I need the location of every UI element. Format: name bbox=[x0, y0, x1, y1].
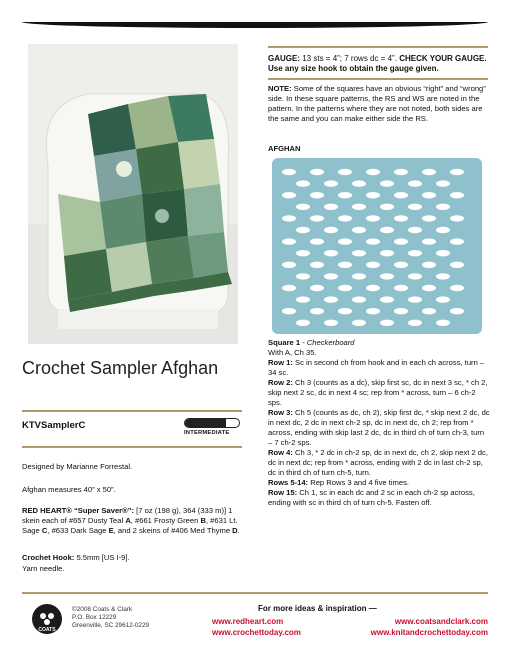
swatch-hole bbox=[450, 308, 464, 314]
swatch-hole bbox=[352, 273, 366, 279]
more-ideas: For more ideas & inspiration — bbox=[258, 604, 377, 613]
row-text: Ch 5 (counts as dc, ch 2), skip first dc, * skip next 2 dc, dc in next dc, 2 dc in next ch-2 sp, dc in next dc, ch 2; rep from * across, ending with skip last 2 dc, dc in third ch of turn ch-3, turn – 7 ch-2 sps. bbox=[268, 408, 490, 447]
hook-label: Crochet Hook: bbox=[22, 553, 75, 562]
footer-rule bbox=[22, 592, 488, 594]
swatch-hole bbox=[338, 308, 352, 314]
materials-text: , #661 Frosty Green bbox=[130, 516, 199, 525]
color-code: B bbox=[200, 516, 206, 525]
title-rule bbox=[22, 410, 242, 412]
swatch-hole bbox=[408, 320, 422, 326]
swatch-hole bbox=[324, 204, 338, 210]
link-row bbox=[212, 627, 488, 638]
swatch-hole bbox=[310, 285, 324, 291]
swatch-hole bbox=[450, 192, 464, 198]
swatch-hole bbox=[282, 215, 296, 221]
afghan-photo bbox=[28, 44, 238, 344]
needle-info: Yarn needle. bbox=[22, 564, 65, 573]
row-instruction bbox=[268, 488, 490, 508]
row-text: Ch 3, * 2 dc in ch-2 sp, dc in next dc, ch 2, skip next 2 dc, dc in next dc; rep from * across, ending with 2 dc in last ch-2 sp, dc in third ch of turn ch-5, turn. bbox=[268, 448, 488, 477]
swatch-hole bbox=[338, 238, 352, 244]
swatch-hole bbox=[296, 180, 310, 186]
swatch-hole bbox=[394, 238, 408, 244]
swatch-hole bbox=[324, 227, 338, 233]
swatch-hole bbox=[352, 227, 366, 233]
swatch-hole bbox=[380, 180, 394, 186]
row-instruction bbox=[268, 448, 490, 478]
coats-logo-icon bbox=[36, 610, 58, 628]
top-rule bbox=[22, 22, 488, 28]
swatch-hole bbox=[380, 320, 394, 326]
swatch-hole bbox=[310, 308, 324, 314]
swatch-hole bbox=[352, 250, 366, 256]
swatch-hole bbox=[324, 250, 338, 256]
materials-text: . bbox=[237, 526, 240, 535]
swatch-hole bbox=[422, 285, 436, 291]
website-links bbox=[212, 616, 488, 638]
code-rule bbox=[22, 446, 242, 448]
designer-credit: Designed by Marianne Forrestal. bbox=[22, 462, 133, 471]
swatch-hole bbox=[422, 262, 436, 268]
swatch-hole bbox=[380, 250, 394, 256]
square-name: Checkerboard bbox=[306, 338, 355, 347]
color-code: A bbox=[125, 516, 131, 525]
swatch-hole bbox=[408, 296, 422, 302]
pattern-title: Crochet Sampler Afghan bbox=[22, 358, 219, 378]
swatch-hole bbox=[282, 169, 296, 175]
swatch-hole bbox=[296, 273, 310, 279]
yarn-brand: RED HEART® “Super Saver®”: bbox=[22, 506, 135, 515]
checkerboard-swatch bbox=[272, 158, 482, 334]
row-instruction bbox=[268, 378, 490, 408]
swatch-hole bbox=[450, 262, 464, 268]
skill-segment bbox=[213, 419, 227, 427]
swatch-hole bbox=[436, 320, 450, 326]
swatch-hole bbox=[408, 227, 422, 233]
swatch-hole bbox=[338, 285, 352, 291]
row-instruction bbox=[268, 478, 490, 488]
gauge bbox=[268, 54, 490, 74]
link-knitandcrochettoday[interactable]: www.knitandcrochettoday.com bbox=[370, 628, 488, 637]
square-heading bbox=[268, 338, 490, 348]
swatch-hole bbox=[436, 296, 450, 302]
swatch-hole bbox=[436, 204, 450, 210]
swatch-hole bbox=[422, 215, 436, 221]
swatch-hole bbox=[366, 285, 380, 291]
afghan-measures: Afghan measures 40” x 50”. bbox=[22, 485, 116, 494]
swatch-hole bbox=[408, 204, 422, 210]
swatch-hole bbox=[296, 296, 310, 302]
swatch-hole bbox=[366, 192, 380, 198]
skill-segment bbox=[199, 419, 213, 427]
materials bbox=[22, 506, 247, 536]
square-instructions bbox=[268, 338, 490, 508]
swatch-hole bbox=[366, 238, 380, 244]
swatch-hole bbox=[366, 169, 380, 175]
swatch-hole bbox=[310, 192, 324, 198]
note-label: NOTE: bbox=[268, 84, 292, 93]
swatch-hole bbox=[422, 169, 436, 175]
link-crochettoday[interactable]: www.crochettoday.com bbox=[212, 628, 301, 637]
materials-text: [7 oz (198 g), 364 (333 m)] 1 skein each of #657 Dusty Teal bbox=[22, 506, 233, 525]
swatch-hole bbox=[380, 227, 394, 233]
swatch-hole bbox=[282, 192, 296, 198]
swatch-hole bbox=[296, 227, 310, 233]
swatch-hole bbox=[408, 273, 422, 279]
hook-info bbox=[22, 553, 247, 563]
address-line: Greenville, SC 29612-0229 bbox=[72, 622, 150, 629]
swatch-hole bbox=[352, 204, 366, 210]
row-instruction bbox=[268, 358, 490, 378]
row-text: Ch 3 (counts as a dc), skip first sc, dc in next 3 sc, * ch 2, skip next 2 sc, dc in next 4 sc; rep from * across, turn – 6 ch-2 sps. bbox=[268, 378, 488, 407]
logo-text: COATS bbox=[38, 627, 56, 633]
skill-level-bar bbox=[184, 418, 240, 428]
address bbox=[72, 606, 149, 630]
swatch-hole bbox=[380, 204, 394, 210]
note bbox=[268, 84, 490, 124]
row-label: Row 15: bbox=[268, 488, 298, 497]
pattern-code: KTVSamplerC bbox=[22, 420, 86, 431]
swatch-hole bbox=[394, 285, 408, 291]
swatch-hole bbox=[436, 180, 450, 186]
row-text: Rep Rows 3 and 4 five times. bbox=[310, 478, 409, 487]
materials-text: , #631 Lt. Sage bbox=[22, 516, 238, 535]
square-intro: With A, Ch 35. bbox=[268, 348, 317, 357]
hook-value: 5.5mm [US I-9]. bbox=[76, 553, 130, 562]
gauge-check: CHECK YOUR GAUGE. Use any size hook to obtain the gauge given. bbox=[268, 54, 487, 73]
swatch-hole bbox=[324, 296, 338, 302]
swatch-hole bbox=[282, 285, 296, 291]
swatch-hole bbox=[338, 262, 352, 268]
swatch-hole bbox=[394, 215, 408, 221]
row-label: Row 2: bbox=[268, 378, 293, 387]
swatch-hole bbox=[450, 238, 464, 244]
row-label: Rows 5-14: bbox=[268, 478, 309, 487]
swatch-hole bbox=[282, 238, 296, 244]
swatch-hole bbox=[296, 250, 310, 256]
color-code: C bbox=[41, 526, 48, 535]
swatch-hole bbox=[394, 308, 408, 314]
gauge-text: 13 sts = 4”; 7 rows dc = 4”. bbox=[302, 54, 397, 63]
swatch-hole bbox=[436, 273, 450, 279]
swatch-hole bbox=[422, 308, 436, 314]
swatch-hole bbox=[324, 320, 338, 326]
swatch-hole bbox=[380, 273, 394, 279]
swatch-hole bbox=[422, 238, 436, 244]
link-coatsandclark[interactable]: www.coatsandclark.com bbox=[394, 617, 488, 626]
swatch-hole bbox=[450, 285, 464, 291]
swatch-hole bbox=[310, 262, 324, 268]
afghan-heading: AFGHAN bbox=[268, 144, 301, 153]
skill-level-label: INTERMEDIATE bbox=[184, 430, 230, 436]
swatch-hole bbox=[352, 296, 366, 302]
row-label: Row 4: bbox=[268, 448, 293, 457]
row-text: Ch 1, sc in each dc and 2 sc in each ch-2 sp across, ending with sc in third ch of turn ch-5. Fasten off. bbox=[268, 488, 475, 507]
swatch-hole bbox=[450, 215, 464, 221]
swatch-hole bbox=[366, 308, 380, 314]
square-sep: - bbox=[300, 338, 307, 347]
swatch-hole bbox=[338, 169, 352, 175]
swatch-hole bbox=[394, 192, 408, 198]
swatch-hole bbox=[338, 215, 352, 221]
swatch-hole bbox=[394, 169, 408, 175]
materials-text: , and 2 skeins of #406 Med Thyme bbox=[113, 526, 231, 535]
swatch-hole bbox=[310, 169, 324, 175]
swatch-hole bbox=[408, 250, 422, 256]
swatch-hole bbox=[296, 204, 310, 210]
swatch-hole bbox=[296, 320, 310, 326]
link-row bbox=[212, 616, 488, 627]
swatch-hole bbox=[310, 215, 324, 221]
swatch-hole bbox=[282, 262, 296, 268]
swatch-hole bbox=[450, 169, 464, 175]
swatch-hole bbox=[422, 192, 436, 198]
note-text: Some of the squares have an obvious “right” and “wrong” side. In these square patterns, the RS and WS are noted in the pattern. In the patterns where they are not noted, both sides are the same and you can make either side the RS. bbox=[268, 84, 486, 123]
link-redheart[interactable]: www.redheart.com bbox=[212, 617, 284, 626]
swatch-hole bbox=[352, 180, 366, 186]
note-rule bbox=[268, 78, 488, 80]
materials-text: , #633 Dark Sage bbox=[47, 526, 107, 535]
swatch-hole bbox=[394, 262, 408, 268]
swatch-hole bbox=[338, 192, 352, 198]
swatch-hole bbox=[436, 227, 450, 233]
swatch-hole bbox=[324, 180, 338, 186]
swatch-hole bbox=[324, 273, 338, 279]
color-code: D bbox=[232, 526, 238, 535]
row-label: Row 1: bbox=[268, 358, 293, 367]
square-label: Square 1 bbox=[268, 338, 301, 347]
skill-level bbox=[184, 418, 240, 436]
swatch-hole bbox=[310, 238, 324, 244]
row-label: Row 3: bbox=[268, 408, 293, 417]
row-instruction bbox=[268, 408, 490, 448]
swatch-hole bbox=[408, 180, 422, 186]
address-line: P.O. Box 12229 bbox=[72, 614, 117, 621]
swatch-hole bbox=[282, 308, 296, 314]
color-code: E bbox=[108, 526, 114, 535]
swatch-hole bbox=[380, 296, 394, 302]
gauge-label: GAUGE: bbox=[268, 54, 300, 63]
row-text: Sc in second ch from hook and in each ch across, turn – 34 sc. bbox=[268, 358, 485, 377]
skill-segment bbox=[185, 419, 199, 427]
gauge-rule bbox=[268, 46, 488, 48]
swatch-hole bbox=[436, 250, 450, 256]
skill-segment bbox=[226, 419, 239, 427]
swatch-hole bbox=[352, 320, 366, 326]
swatch-hole bbox=[366, 215, 380, 221]
address-line: ©2008 Coats & Clark bbox=[72, 606, 133, 613]
swatch-hole bbox=[366, 262, 380, 268]
